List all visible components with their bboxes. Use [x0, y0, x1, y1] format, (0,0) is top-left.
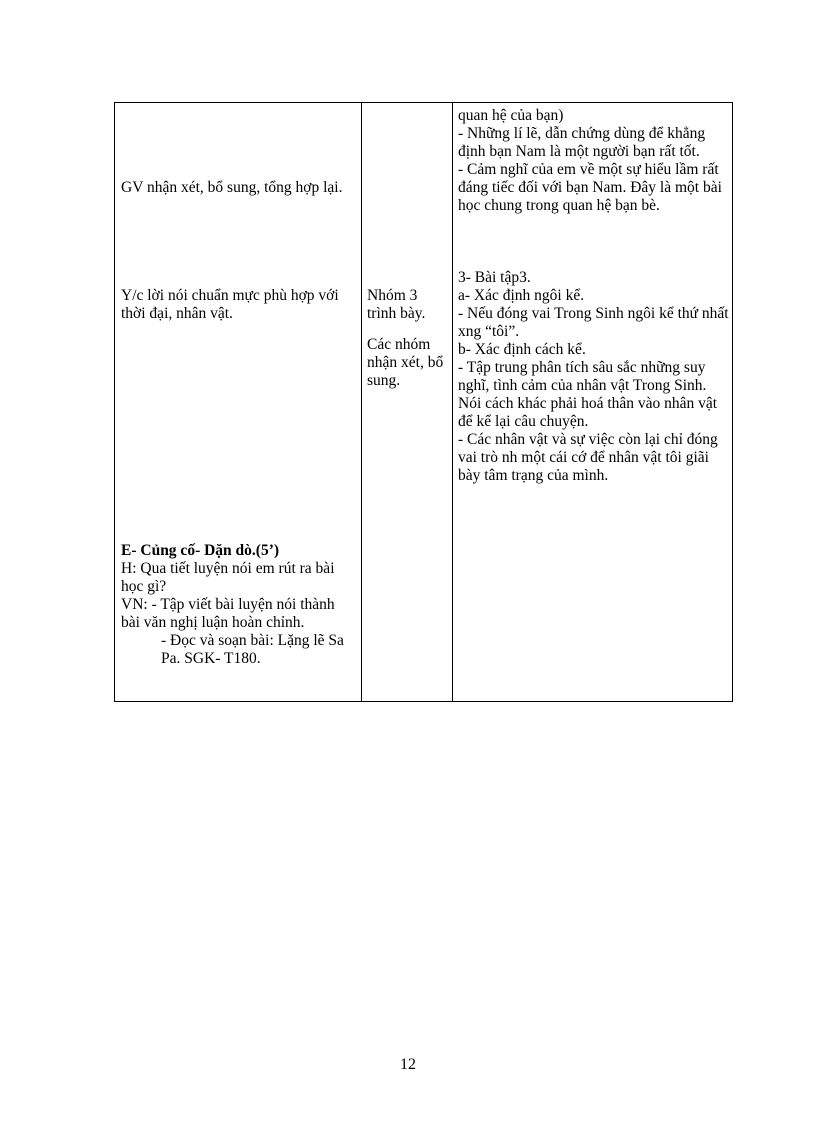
- lesson-table: [114, 102, 733, 702]
- exercise-2-content: [452, 107, 734, 215]
- content-line: - Cảm nghĩ của em về một sự hiểu lầm rất đáng tiếc đối với bạn Nam. Đây là một bài học chung trong quan hệ bạn bè.: [458, 161, 722, 214]
- content-line: - Tập trung phân tích sâu sắc những suy nghĩ, tình cảm của nhân vật Trong Sinh. Nói cách khác phải hoá thân vào nhân vật để kể lại câu chuyện.: [458, 359, 718, 430]
- teacher-summary-cell: [115, 179, 361, 197]
- content-line: quan hệ của bạn): [458, 107, 564, 124]
- consolidation-cell: [115, 542, 361, 668]
- content-line: - Các nhân vật và sự việc còn lại chỉ đóng vai trò nh một cái cớ để nhân vật tôi giãi bày tâm trạng của mình.: [458, 431, 718, 484]
- speech-requirement: Y/c lời nói chuẩn mực phù hợp với thời đại, nhân vật.: [121, 287, 339, 322]
- student-activity-cell: [361, 287, 452, 390]
- group-feedback: Các nhóm nhận xét, bổ sung.: [367, 336, 444, 389]
- content-line: b- Xác định cách kể.: [458, 341, 586, 358]
- section-title: E- Củng cố- Dặn dò.(5’): [121, 542, 280, 559]
- homework-task-reading: - Đọc và soạn bài: Lặng lẽ Sa Pa. SGK- T180.: [161, 632, 344, 667]
- homework-task: VN: - Tập viết bài luyện nói thành bài văn nghị luận hoàn chỉnh.: [121, 596, 335, 631]
- student-activity-column: [361, 103, 452, 701]
- page-number: 12: [400, 1056, 416, 1073]
- content-line: - Nếu đóng vai Trong Sinh ngôi kể thứ nhất xng “tôi”.: [458, 305, 729, 340]
- group-presentation: Nhóm 3 trình bày.: [367, 287, 426, 322]
- requirement-cell: [115, 287, 361, 323]
- teacher-activity-column: [115, 103, 361, 701]
- content-line: - Những lí lẽ, dẫn chứng dùng để khẳng định bạn Nam là một người bạn rất tốt.: [458, 125, 706, 160]
- exercise-3-content: [452, 269, 734, 485]
- exercise-heading: 3- Bài tập3.: [458, 269, 531, 286]
- teacher-summary: GV nhận xét, bổ sung, tổng hợp lại.: [121, 179, 343, 196]
- content-line: a- Xác định ngôi kể.: [458, 287, 585, 304]
- review-question: H: Qua tiết luyện nói em rút ra bài học gì?: [121, 560, 335, 595]
- lesson-content-column: [452, 103, 734, 701]
